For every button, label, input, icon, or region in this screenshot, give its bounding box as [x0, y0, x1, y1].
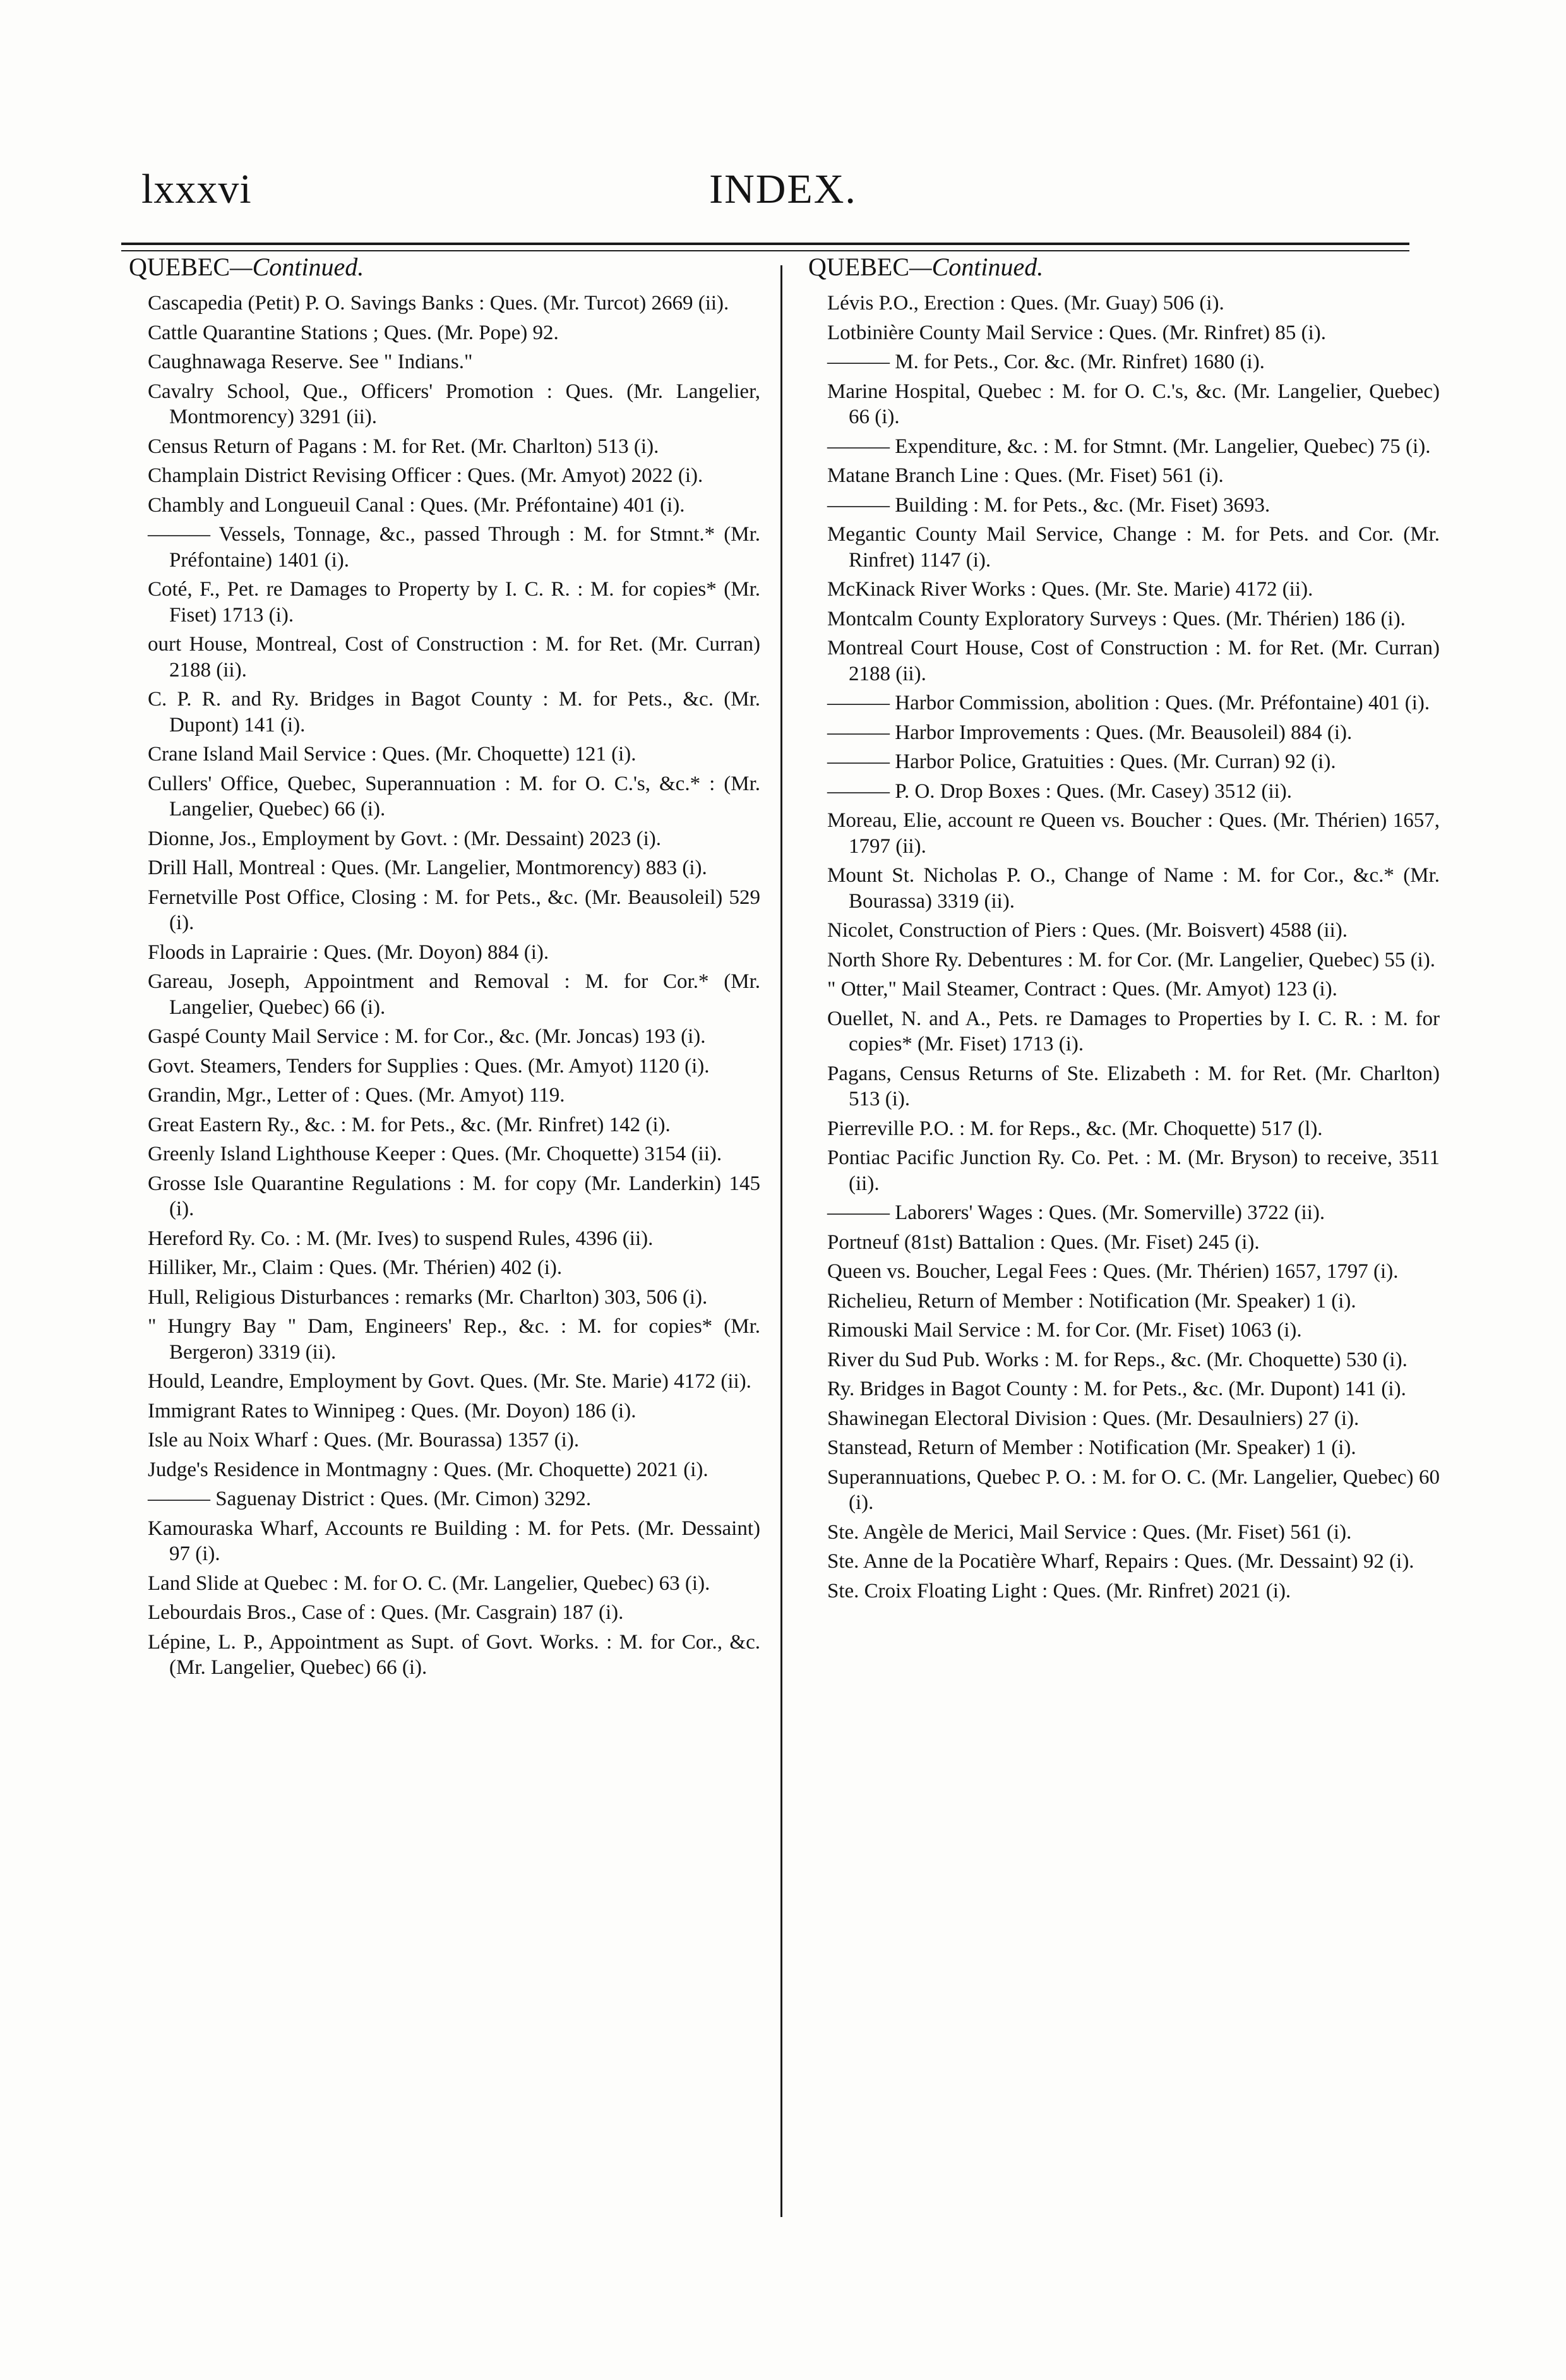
index-entry: ——— Harbor Police, Gratuities : Ques. (Mr. Curran) 92 (i). [827, 750, 1336, 773]
index-entry: Caughnawaga Reserve. See " Indians." [148, 351, 473, 373]
index-entry: Rimouski Mail Service : M. for Cor. (Mr. Fiset) 1063 (i). [827, 1319, 1302, 1342]
header-rule-thick [121, 243, 1409, 245]
index-entry: Greenly Island Lighthouse Keeper : Ques. (Mr. Choquette) 3154 (ii). [148, 1143, 722, 1165]
index-entry: ——— Laborers' Wages : Ques. (Mr. Somerville) 3722 (ii). [827, 1201, 1325, 1224]
index-entry: Govt. Steamers, Tenders for Supplies : Ques. (Mr. Amyot) 1120 (i). [148, 1054, 710, 1078]
index-entry: Immigrant Rates to Winnipeg : Ques. (Mr. Doyon) 186 (i). [148, 1399, 637, 1422]
index-entry: Matane Branch Line : Ques. (Mr. Fiset) 561 (i). [827, 464, 1224, 487]
index-entry: Grosse Isle Quarantine Regulations : M. for copy (Mr. Landerkin) 145 (i). [148, 1172, 760, 1220]
index-entry: ——— Building : M. for Pets., &c. (Mr. Fiset) 3693. [827, 493, 1270, 517]
index-entry: Hould, Leandre, Employment by Govt. Ques. (Mr. Ste. Marie) 4172 (ii). [148, 1370, 751, 1393]
index-entry: Montreal Court House, Cost of Construction : M. for Ret. (Mr. Curran) 2188 (ii). [827, 637, 1440, 685]
index-entry: ourt House, Montreal, Cost of Construction : M. for Ret. (Mr. Curran) 2188 (ii). [148, 633, 760, 682]
index-entry: ——— Saguenay District : Ques. (Mr. Cimon) 3292. [148, 1488, 592, 1510]
index-entry: ——— Harbor Improvements : Ques. (Mr. Beausoleil) 884 (i). [827, 721, 1353, 744]
index-entry: North Shore Ry. Debentures : M. for Cor. (Mr. Langelier, Quebec) 55 (i). [827, 948, 1435, 971]
left-column-heading [129, 253, 760, 282]
index-entry: ——— Expenditure, &c. : M. for Stmnt. (Mr. Langelier, Quebec) 75 (i). [827, 435, 1431, 458]
index-entry: Ouellet, N. and A., Pets. re Damages to Properties by I. C. R. : M. for copies* (Mr. Fiset) 1713 (i). [827, 1007, 1440, 1055]
page-title: INDEX. [709, 166, 857, 212]
index-entry: Lotbinière County Mail Service : Ques. (Mr. Rinfret) 85 (i). [827, 321, 1327, 344]
index-entry: Lépine, L. P., Appointment as Supt. of Govt. Works. : M. for Cor., &c. (Mr. Langelier, Quebec) 66 (i). [148, 1630, 760, 1679]
index-entry: River du Sud Pub. Works : M. for Reps., &c. (Mr. Choquette) 530 (i). [827, 1348, 1408, 1371]
page-number: lxxxvi [141, 166, 252, 212]
index-entry: Ste. Anne de la Pocatière Wharf, Repairs : Ques. (Mr. Dessaint) 92 (i). [827, 1550, 1414, 1573]
index-entry: ——— Harbor Commission, abolition : Ques. (Mr. Préfontaine) 401 (i). [827, 692, 1430, 714]
index-entry: ——— M. for Pets., Cor. &c. (Mr. Rinfret) 1680 (i). [827, 351, 1265, 373]
index-entry: ——— Vessels, Tonnage, &c., passed Through : M. for Stmnt.* (Mr. Préfontaine) 1401 (i). [148, 523, 760, 572]
index-entry: Judge's Residence in Montmagny : Ques. (Mr. Choquette) 2021 (i). [148, 1458, 708, 1481]
index-entry: Superannuations, Quebec P. O. : M. for O. C. (Mr. Langelier, Quebec) 60 (i). [827, 1465, 1440, 1514]
index-entry: Marine Hospital, Quebec : M. for O. C.'s, &c. (Mr. Langelier, Quebec) 66 (i). [827, 380, 1440, 428]
heading-subject: QUEBEC [808, 253, 909, 281]
index-entry: McKinack River Works : Ques. (Mr. Ste. Marie) 4172 (ii). [827, 578, 1313, 601]
index-entry: C. P. R. and Ry. Bridges in Bagot County : M. for Pets., &c. (Mr. Dupont) 141 (i). [148, 688, 760, 736]
index-entry: Richelieu, Return of Member : Notification (Mr. Speaker) 1 (i). [827, 1289, 1356, 1313]
index-entry: Crane Island Mail Service : Ques. (Mr. Choquette) 121 (i). [148, 743, 637, 766]
index-entry: Ry. Bridges in Bagot County : M. for Pets., &c. (Mr. Dupont) 141 (i). [827, 1378, 1406, 1400]
index-entry: Hilliker, Mr., Claim : Ques. (Mr. Thérien) 402 (i). [148, 1256, 563, 1279]
index-entry: Queen vs. Boucher, Legal Fees : Ques. (Mr. Thérien) 1657, 1797 (i). [827, 1260, 1399, 1283]
index-entry: Cattle Quarantine Stations ; Ques. (Mr. Pope) 92. [148, 321, 559, 344]
index-entry: ——— P. O. Drop Boxes : Ques. (Mr. Casey) 3512 (ii). [827, 779, 1293, 803]
index-entry: Land Slide at Quebec : M. for O. C. (Mr. Langelier, Quebec) 63 (i). [148, 1572, 710, 1595]
index-entry: Stanstead, Return of Member : Notification (Mr. Speaker) 1 (i). [827, 1436, 1356, 1459]
index-entry: Isle au Noix Wharf : Ques. (Mr. Bourassa) 1357 (i). [148, 1429, 580, 1451]
index-entry: Dionne, Jos., Employment by Govt. : (Mr. Dessaint) 2023 (i). [148, 827, 662, 850]
index-entry: Pontiac Pacific Junction Ry. Co. Pet. : M. (Mr. Bryson) to receive, 3511 (ii). [827, 1146, 1440, 1195]
index-entry: " Hungry Bay " Dam, Engineers' Rep., &c. : M. for copies* (Mr. Bergeron) 3319 (ii). [148, 1315, 760, 1364]
index-entry: Hereford Ry. Co. : M. (Mr. Ives) to suspend Rules, 4396 (ii). [148, 1227, 654, 1250]
right-column-heading [808, 253, 1440, 282]
index-entry: Gaspé County Mail Service : M. for Cor., &c. (Mr. Joncas) 193 (i). [148, 1025, 706, 1048]
heading-continued: —Continued. [230, 253, 364, 281]
index-entry: Grandin, Mgr., Letter of : Ques. (Mr. Amyot) 119. [148, 1084, 565, 1107]
index-entry: Gareau, Joseph, Appointment and Removal : M. for Cor.* (Mr. Langelier, Quebec) 66 (i). [148, 970, 760, 1019]
index-entry: Pagans, Census Returns of Ste. Elizabeth : M. for Ret. (Mr. Charlton) 513 (i). [827, 1062, 1440, 1110]
index-entry: " Otter," Mail Steamer, Contract : Ques. (Mr. Amyot) 123 (i). [827, 978, 1337, 1001]
index-entry: Nicolet, Construction of Piers : Ques. (Mr. Boisvert) 4588 (ii). [827, 919, 1348, 942]
index-entry: Cascapedia (Petit) P. O. Savings Banks : Ques. (Mr. Turcot) 2669 (ii). [148, 292, 729, 315]
heading-subject: QUEBEC [129, 253, 230, 281]
right-entry-list [808, 291, 1440, 1604]
index-entry: Kamouraska Wharf, Accounts re Building : M. for Pets. (Mr. Dessaint) 97 (i). [148, 1517, 760, 1565]
index-entry: Fernetville Post Office, Closing : M. for Pets., &c. (Mr. Beausoleil) 529 (i). [148, 886, 760, 934]
index-entry: Montcalm County Exploratory Surveys : Ques. (Mr. Thérien) 186 (i). [827, 607, 1406, 630]
right-column [808, 253, 1440, 1608]
index-entry: Hull, Religious Disturbances : remarks (Mr. Charlton) 303, 506 (i). [148, 1285, 708, 1309]
index-entry: Lévis P.O., Erection : Ques. (Mr. Guay) 506 (i). [827, 292, 1224, 315]
left-entry-list [129, 291, 760, 1681]
column-divider [780, 265, 782, 2217]
index-entry: Megantic County Mail Service, Change : M. for Pets. and Cor. (Mr. Rinfret) 1147 (i). [827, 523, 1440, 572]
index-entry: Great Eastern Ry., &c. : M. for Pets., &c. (Mr. Rinfret) 142 (i). [148, 1113, 671, 1136]
index-entry: Coté, F., Pet. re Damages to Property by I. C. R. : M. for copies* (Mr. Fiset) 1713 (i). [148, 578, 760, 627]
index-entry: Moreau, Elie, account re Queen vs. Boucher : Ques. (Mr. Thérien) 1657, 1797 (ii). [827, 809, 1440, 858]
index-entry: Census Return of Pagans : M. for Ret. (Mr. Charlton) 513 (i). [148, 435, 659, 458]
index-entry: Shawinegan Electoral Division : Ques. (Mr. Desaulniers) 27 (i). [827, 1407, 1360, 1430]
index-entry: Chambly and Longueuil Canal : Ques. (Mr. Préfontaine) 401 (i). [148, 493, 685, 517]
index-entry: Cavalry School, Que., Officers' Promotion : Ques. (Mr. Langelier, Montmorency) 3291 (ii). [148, 380, 760, 428]
header-rule-thin [121, 250, 1409, 251]
left-column [129, 253, 760, 1685]
index-entry: Pierreville P.O. : M. for Reps., &c. (Mr. Choquette) 517 (l). [827, 1117, 1323, 1140]
index-entry: Floods in Laprairie : Ques. (Mr. Doyon) 884 (i). [148, 941, 549, 964]
index-entry: Ste. Angèle de Merici, Mail Service : Ques. (Mr. Fiset) 561 (i). [827, 1520, 1352, 1544]
index-entry: Cullers' Office, Quebec, Superannuation : M. for O. C.'s, &c.* : (Mr. Langelier, Quebec) 66 (i). [148, 772, 760, 820]
index-entry: Mount St. Nicholas P. O., Change of Name : M. for Cor., &c.* (Mr. Bourassa) 3319 (ii). [827, 864, 1440, 913]
heading-continued: —Continued. [909, 253, 1044, 281]
index-entry: Ste. Croix Floating Light : Ques. (Mr. Rinfret) 2021 (i). [827, 1579, 1291, 1602]
index-entry: Drill Hall, Montreal : Ques. (Mr. Langelier, Montmorency) 883 (i). [148, 856, 707, 879]
index-entry: Lebourdais Bros., Case of : Ques. (Mr. Casgrain) 187 (i). [148, 1601, 624, 1624]
index-entry: Portneuf (81st) Battalion : Ques. (Mr. Fiset) 245 (i). [827, 1230, 1260, 1254]
index-entry: Champlain District Revising Officer : Ques. (Mr. Amyot) 2022 (i). [148, 464, 703, 487]
